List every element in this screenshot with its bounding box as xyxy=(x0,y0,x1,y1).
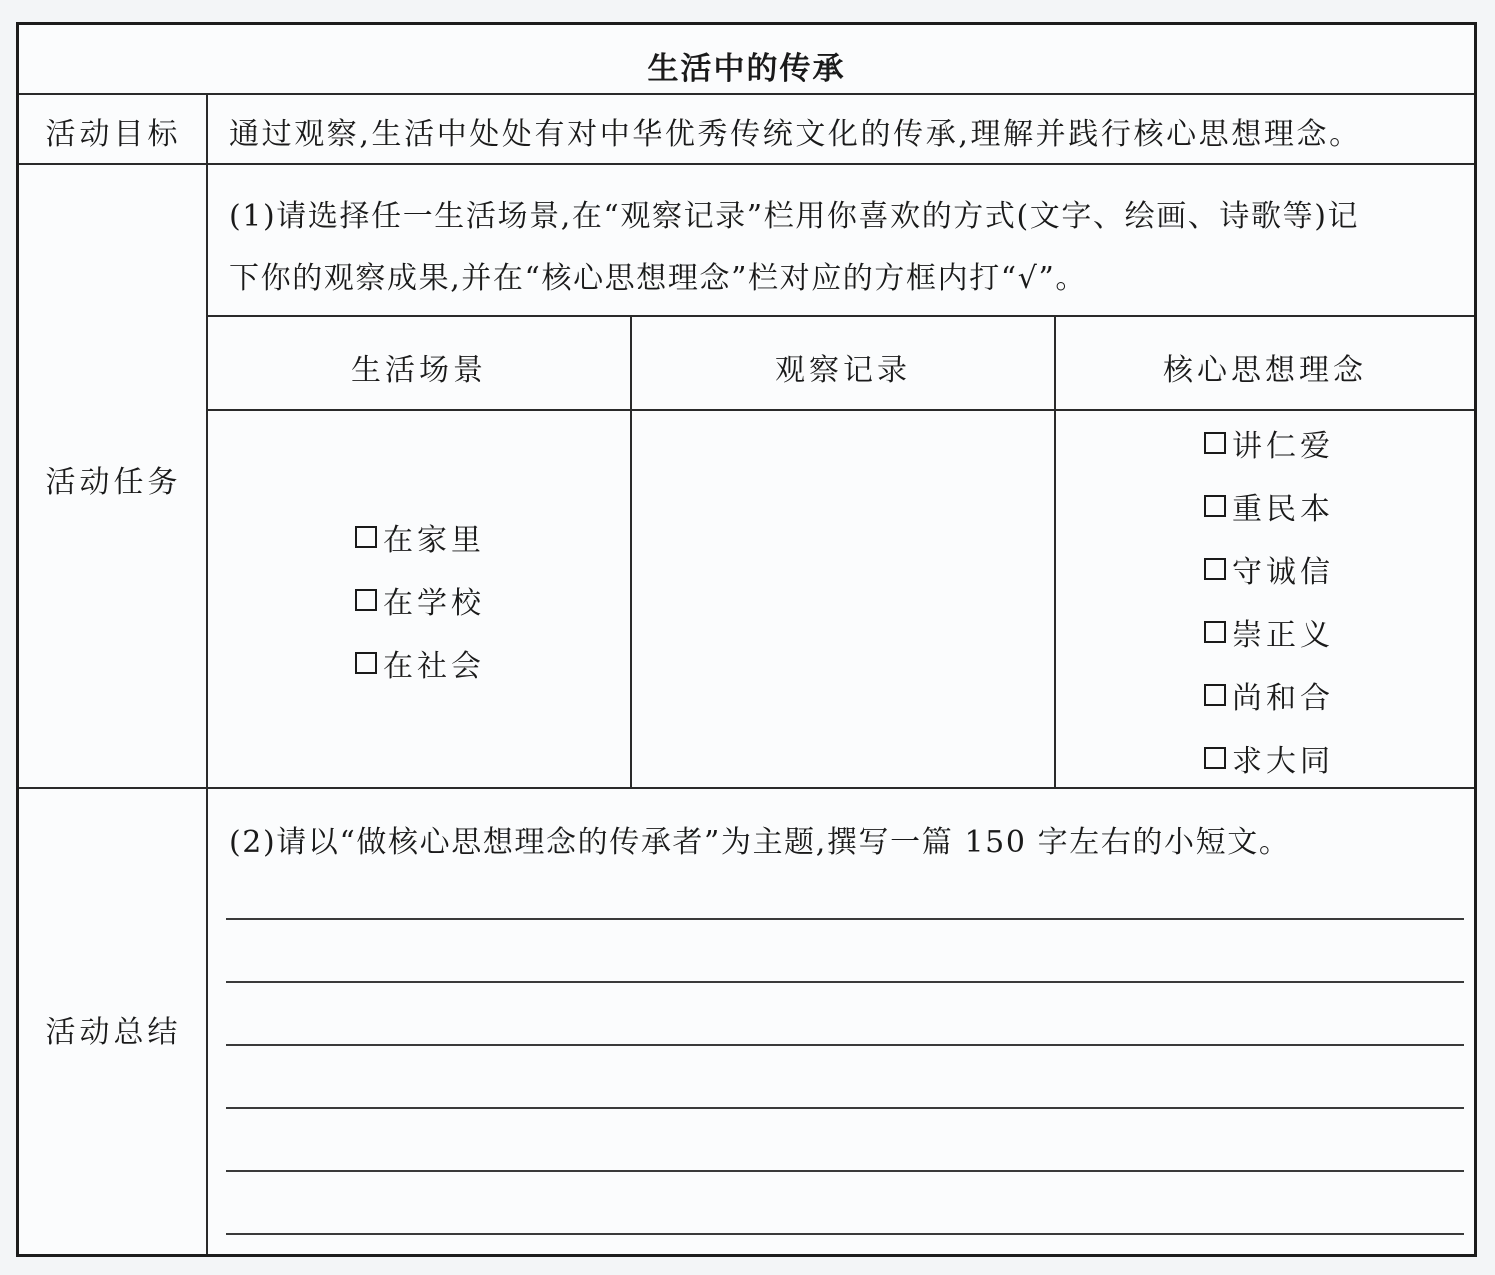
observation-record-area[interactable] xyxy=(632,411,1054,787)
checkbox[interactable] xyxy=(1204,684,1226,706)
label-column-divider xyxy=(206,93,208,1254)
checkbox[interactable] xyxy=(1204,558,1226,580)
idea-option[interactable]: 求大同 xyxy=(1204,736,1334,780)
checkbox[interactable] xyxy=(1204,747,1226,769)
scene-option-home[interactable]: 在家里 xyxy=(355,515,485,559)
idea-option[interactable]: 守诚信 xyxy=(1204,547,1334,591)
row-divider xyxy=(19,787,1474,789)
column-header-ideas: 核心思想理念 xyxy=(1163,353,1367,388)
summary-label: 活动总结 xyxy=(45,1015,182,1050)
task-instruction-line2: 下你的观察成果,并在“核心思想理念”栏对应的方框内打“√”。 xyxy=(229,261,1087,296)
idea-option[interactable]: 讲仁爱 xyxy=(1204,421,1334,465)
writing-line[interactable] xyxy=(226,1044,1464,1046)
writing-line[interactable] xyxy=(226,981,1464,983)
summary-instruction: (2)请以“做核心思想理念的传承者”为主题,撰写一篇 150 字左右的小短文。 xyxy=(229,825,1291,860)
task-label: 活动任务 xyxy=(45,465,182,500)
idea-option[interactable]: 重民本 xyxy=(1204,484,1334,528)
checkbox[interactable] xyxy=(355,652,377,674)
idea-option[interactable]: 尚和合 xyxy=(1204,673,1334,717)
activity-table xyxy=(16,22,1477,1257)
checkbox[interactable] xyxy=(1204,621,1226,643)
row-divider xyxy=(19,93,1474,95)
checkbox[interactable] xyxy=(1204,495,1226,517)
checkbox[interactable] xyxy=(1204,432,1226,454)
goal-label: 活动目标 xyxy=(45,117,182,152)
writing-line[interactable] xyxy=(226,918,1464,920)
row-divider xyxy=(19,163,1474,165)
task-instruction-line1: (1)请选择任一生活场景,在“观察记录”栏用你喜欢的方式(文字、绘画、诗歌等)记 xyxy=(229,199,1360,234)
writing-line[interactable] xyxy=(226,1107,1464,1109)
table-title: 生活中的传承 xyxy=(647,51,846,87)
idea-option[interactable]: 崇正义 xyxy=(1204,610,1334,654)
checkbox[interactable] xyxy=(355,589,377,611)
column-header-observation: 观察记录 xyxy=(775,353,911,388)
column-header-scene: 生活场景 xyxy=(351,353,487,388)
checkbox[interactable] xyxy=(355,526,377,548)
scene-option-society[interactable]: 在社会 xyxy=(355,641,485,685)
writing-line[interactable] xyxy=(226,1170,1464,1172)
scene-option-school[interactable]: 在学校 xyxy=(355,578,485,622)
goal-text: 通过观察,生活中处处有对中华优秀传统文化的传承,理解并践行核心思想理念。 xyxy=(229,117,1362,152)
writing-line[interactable] xyxy=(226,1233,1464,1235)
row-divider xyxy=(208,315,1474,317)
